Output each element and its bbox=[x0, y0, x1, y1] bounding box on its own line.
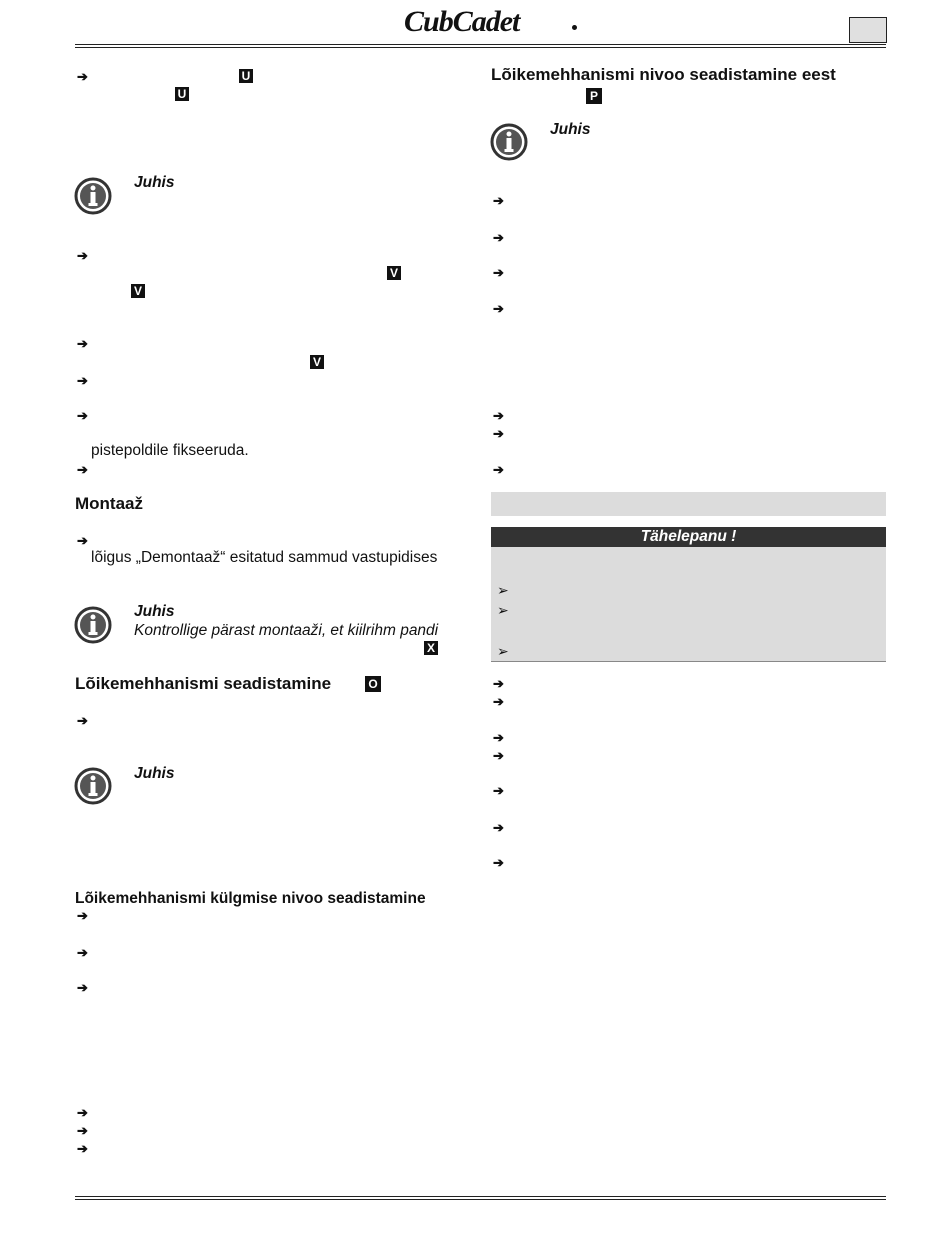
arrow-right-icon: ➔ bbox=[77, 1141, 88, 1156]
info-icon bbox=[74, 767, 112, 805]
section-heading-seadistamine: Lõikemehhanismi seadistamine bbox=[75, 674, 332, 693]
arrow-right-icon: ➔ bbox=[493, 820, 504, 835]
arrow-right-icon: ➔ bbox=[493, 676, 504, 691]
arrow-right-icon: ➔ bbox=[493, 230, 504, 245]
arrow-right-icon: ➔ bbox=[77, 462, 88, 477]
arrow-right-icon: ➔ bbox=[77, 69, 88, 84]
arrow-right-icon: ➔ bbox=[77, 373, 88, 388]
arrow-right-icon: ➔ bbox=[77, 980, 88, 995]
arrow-right-icon: ➔ bbox=[77, 336, 88, 351]
section-heading-montaaz: Montaaž bbox=[75, 494, 143, 513]
figure-badge-u: U bbox=[239, 69, 253, 83]
figure-badge-v: V bbox=[310, 355, 324, 369]
figure-badge-x: X bbox=[424, 641, 438, 655]
warning-title: Tähelepanu ! bbox=[491, 527, 886, 547]
info-icon bbox=[74, 606, 112, 644]
figure-badge-o: O bbox=[365, 676, 381, 692]
note-title: Juhis bbox=[550, 121, 591, 138]
footer-rule-2 bbox=[75, 1199, 886, 1200]
chevron-right-icon: ➢ bbox=[497, 602, 509, 618]
arrow-right-icon: ➔ bbox=[493, 855, 504, 870]
figure-badge-p: P bbox=[586, 88, 602, 104]
arrow-right-icon: ➔ bbox=[493, 193, 504, 208]
arrow-right-icon: ➔ bbox=[493, 426, 504, 441]
figure-badge-v: V bbox=[387, 266, 401, 280]
arrow-right-icon: ➔ bbox=[77, 533, 88, 548]
figure-badge-v: V bbox=[131, 284, 145, 298]
header-rule bbox=[75, 44, 886, 45]
arrow-right-icon: ➔ bbox=[77, 1123, 88, 1138]
logo-dot bbox=[572, 25, 577, 30]
page-number-box bbox=[849, 17, 887, 43]
section-heading-kulgmise: Lõikemehhanismi külgmise nivoo seadistamine bbox=[75, 890, 426, 907]
arrow-right-icon: ➔ bbox=[493, 783, 504, 798]
note-text: Kontrollige pärast montaaži, et kiilrihm pandi bbox=[134, 622, 439, 639]
arrow-right-icon: ➔ bbox=[493, 265, 504, 280]
chevron-right-icon: ➢ bbox=[497, 582, 509, 598]
arrow-right-icon: ➔ bbox=[493, 694, 504, 709]
body-text: pistepoldile fikseeruda. bbox=[91, 442, 249, 459]
header-rule-2 bbox=[75, 47, 886, 48]
arrow-right-icon: ➔ bbox=[493, 301, 504, 316]
note-title: Juhis bbox=[134, 603, 175, 620]
note-title: Juhis bbox=[134, 765, 175, 782]
body-text: lõigus „Demontaaž“ esitatud sammud vastupidises bbox=[91, 549, 438, 566]
info-icon bbox=[74, 177, 112, 215]
grey-bar bbox=[491, 492, 886, 516]
brand-logo bbox=[404, 5, 579, 39]
arrow-right-icon: ➔ bbox=[493, 748, 504, 763]
figure-badge-u: U bbox=[175, 87, 189, 101]
arrow-right-icon: ➔ bbox=[77, 408, 88, 423]
arrow-right-icon: ➔ bbox=[77, 945, 88, 960]
brand-name: CubCadet bbox=[404, 5, 520, 38]
footer-rule bbox=[75, 1196, 886, 1197]
section-heading-nivoo-eest: Lõikemehhanismi nivoo seadistamine eest bbox=[491, 65, 836, 84]
arrow-right-icon: ➔ bbox=[493, 462, 504, 477]
arrow-right-icon: ➔ bbox=[77, 713, 88, 728]
arrow-right-icon: ➔ bbox=[77, 908, 88, 923]
arrow-right-icon: ➔ bbox=[493, 730, 504, 745]
chevron-right-icon: ➢ bbox=[497, 643, 509, 659]
info-icon bbox=[490, 123, 528, 161]
arrow-right-icon: ➔ bbox=[493, 408, 504, 423]
arrow-right-icon: ➔ bbox=[77, 248, 88, 263]
warning-box bbox=[491, 527, 886, 662]
arrow-right-icon: ➔ bbox=[77, 1105, 88, 1120]
note-title: Juhis bbox=[134, 174, 175, 191]
